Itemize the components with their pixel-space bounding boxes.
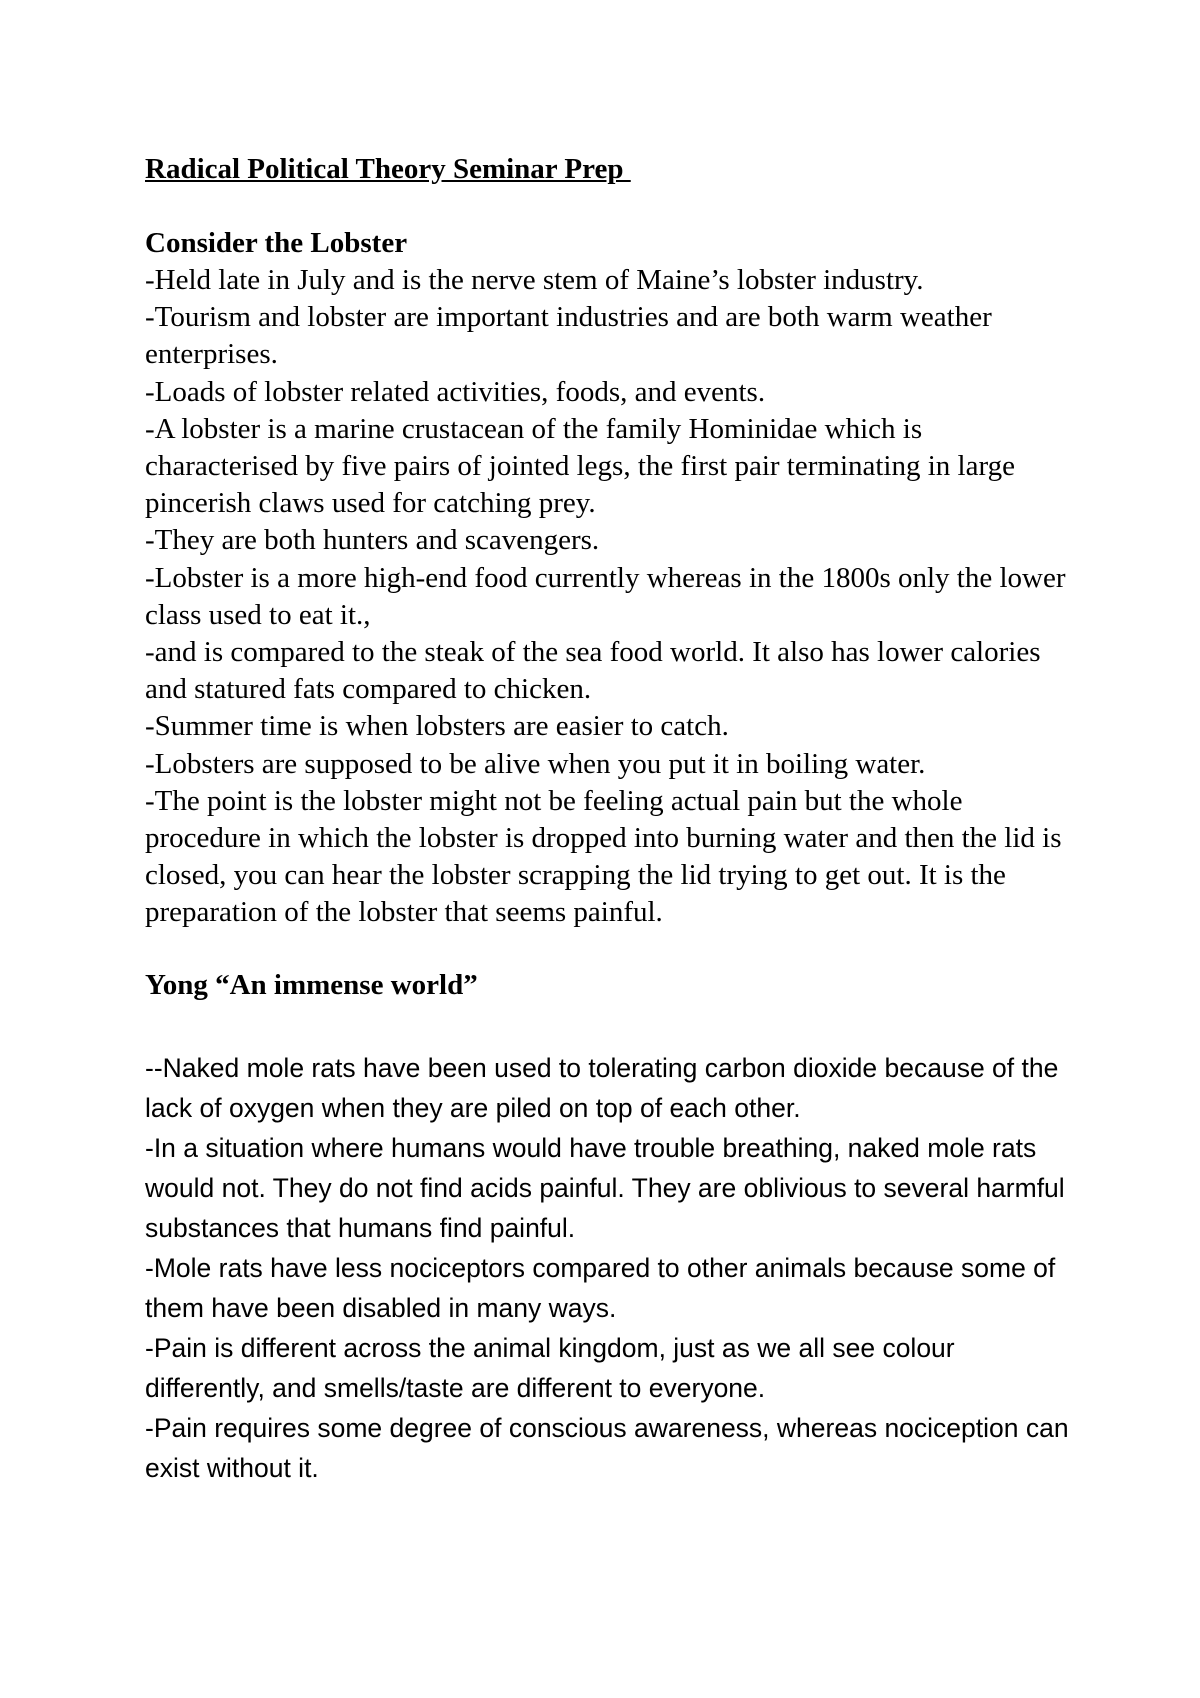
list-item: -and is compared to the steak of the sea food world. It also has lower calories and statured fats compared to chicken.: [145, 636, 1041, 706]
list-item: -They are both hunters and scavengers.: [145, 524, 600, 557]
document-title: Radical Political Theory Seminar Prep: [145, 153, 631, 185]
section-heading-yong-an-immense-world: Yong “An immense world”: [145, 969, 478, 1001]
list-item: -Held late in July and is the nerve stem of Maine’s lobster industry.: [145, 264, 924, 296]
list-item: -Lobster is a more high-end food currently whereas in the 1800s only the lower class used to eat it.,: [145, 561, 1066, 631]
list-item: -Pain requires some degree of conscious awareness, whereas nociception can exist without it.: [145, 1413, 1069, 1483]
list-item: -The point is the lobster might not be feeling actual pain but the whole procedure in which the lobster is dropped into burning water and then the lid is closed, you can hear the lobster scrapping the lid trying to get out. It is the preparation of the lobster that seems painful.: [145, 784, 1062, 929]
list-item: -Mole rats have less nociceptors compared to other animals because some of them have been disabled in many ways.: [145, 1253, 1056, 1323]
lobster-notes-list: [145, 262, 1075, 932]
yong-notes-list: [145, 1048, 1075, 1488]
list-item: --Naked mole rats have been used to tolerating carbon dioxide because of the lack of oxygen when they are piled on top of each other.: [145, 1053, 1059, 1123]
list-item: -In a situation where humans would have trouble breathing, naked mole rats would not. They do not find acids painful. They are oblivious to several harmful substances that humans find painful.: [145, 1133, 1065, 1243]
list-item: -Summer time is when lobsters are easier to catch.: [145, 710, 729, 743]
section-heading-consider-the-lobster: Consider the Lobster: [145, 227, 408, 259]
list-item: -Pain is different across the animal kingdom, just as we all see colour differently, and smells/taste are different to everyone.: [145, 1333, 955, 1403]
list-item: -A lobster is a marine crustacean of the family Hominidae which is characterised by five pairs of jointed legs, the first pair terminating in large pincerish claws used for catching prey.: [145, 412, 1015, 520]
list-item: -Tourism and lobster are important industries and are both warm weather enterprises.: [145, 301, 992, 371]
list-item: -Lobsters are supposed to be alive when you put it in boiling water.: [145, 747, 926, 780]
list-item: -Loads of lobster related activities, foods, and events.: [145, 375, 766, 408]
